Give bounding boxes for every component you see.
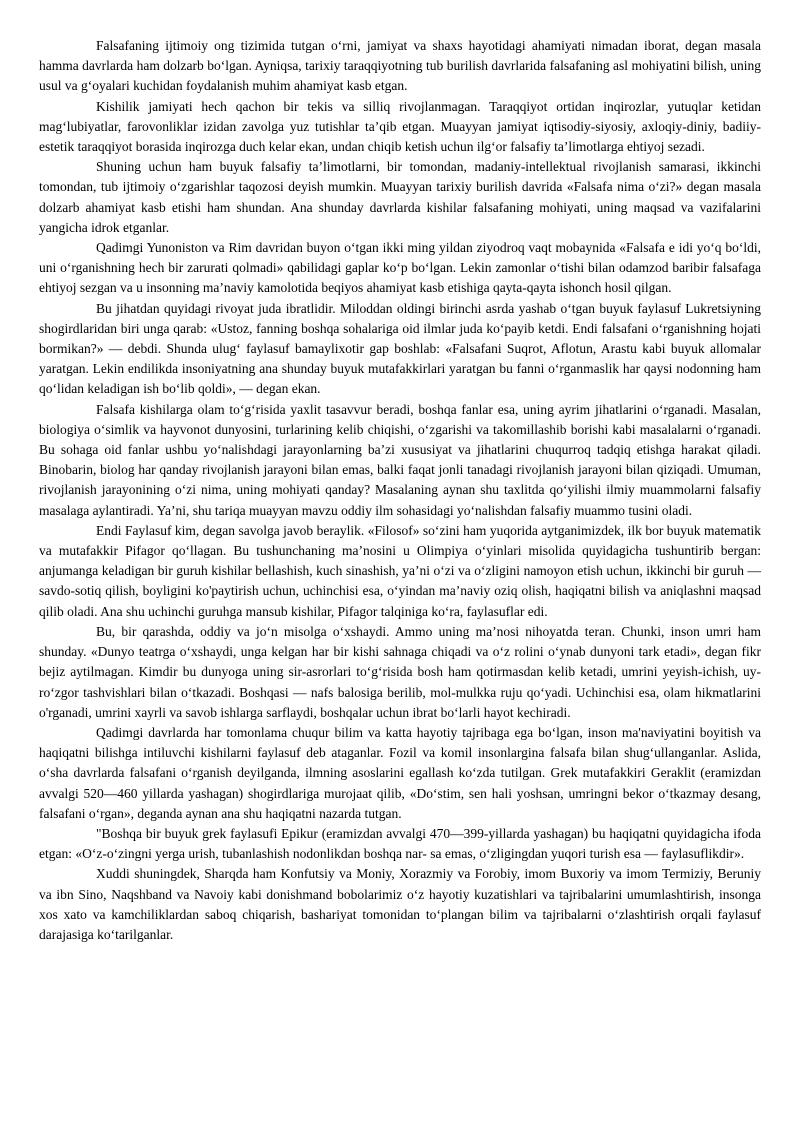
paragraph: Xuddi shuningdek, Sharqda ham Konfutsiy va Moniy, Xorazmiy va Forobiy, imom Buxoriy va imom Termiziy, Beruniy va ibn Sino, Naqshband va Navoiy kabi donishmand bobolarimiz o‘z hayotiy kuzatishlari va tajribalarini umumlashtirish, insonga xos xato va kamchiliklardan saboq chiqarish, bashariyat tomonidan to‘plangan bilim va tajribalarni o‘zlashtirish orqali faylasuf darajasiga ko‘tarilganlar.	[39, 866, 761, 942]
paragraph: Kishilik jamiyati hech qachon bir tekis va silliq rivojlanmagan. Taraqqiyot ortidan inqirozlar, yutuqlar ketidan mag‘lubiyatlar, farovonliklar izidan zavolga yuz tutishlar ta’qib etgan. Muayyan jamiyat iqtisodiy-siyosiy, axloqiy-diniy, badiiy-estetik taraqqiyot borasida inqirozga duch kelar ekan, undan chiqib ketish uchun ilg‘or falsafiy ta’limotlarga ehtiyoj sezadi.	[39, 98, 761, 155]
paragraph: Bu jihatdan quyidagi rivoyat juda ibratlidir. Miloddan oldingi birinchi asrda yashab o‘tgan buyuk faylasuf Lukretsiyning shogirdlaridan biri unga qarab: «Ustoz, fanning boshqa sohalariga oid ilmlar juda ko‘payib ketdi. Endi falsafani o‘rganishning hojati bormikan?» — debdi. Shunda ulug‘ faylasuf bamaylixotir gap boshlab: «Falsafani Suqrot, Aflotun, Arastu kabi buyuk allomalar yaratgan. Lekin endilikda insoniyatning ana shunday buyuk mutafakkirlari yaratgan bu fanni o‘rganmaslik har qaysi nodonning ham qo‘lidan keladigan ish bo‘lib qoldi», — degan ekan.	[39, 300, 761, 397]
paragraph: Qadimgi davrlarda har tomonlama chuqur bilim va katta hayotiy tajribaga ega bo‘lgan, inson ma'naviyatini boyitish va haqiqatni bilishga intiluvchi kishilarni faylasuf deb ataganlar. Fozil va komil insonlargina falsafa bilan shug‘ullanganlar. Aslida, o‘sha davrlarda falsafani o‘rganish deyilganda, ilmning asoslarini egallash ko‘zda tutilgan. Grek mutafakkiri Geraklit (eramizdan avvalgi 520—460 yillarda yashagan) shogirdlariga murojaat qilib, «Do‘stim, sen hali yoshsan, umringni bekor o‘tkazmay desang, falsafani o‘rgan», deganda aynan ana shu haqiqatni nazarda tutgan.	[39, 724, 761, 821]
paragraph: Qadimgi Yunoniston va Rim davridan buyon o‘tgan ikki ming yildan ziyodroq vaqt mobaynida «Falsafa e idi yo‘q bo‘ldi, uni o‘rganishning hech bir zarurati qolmadi» qabilidagi gaplar ko‘p bo‘lgan. Lekin zamonlar o‘tishi bilan odamzod baribir falsafaga ehtiyoj sezgan va u insonning ma’naviy kamolotida beqiyos ahamiyat kasb etishiga qayta-qayta ishonch hosil qilgan.	[39, 240, 761, 296]
paragraph: Falsafa kishilarga olam to‘g‘risida yaxlit tasavvur beradi, boshqa fanlar esa, uning ayrim jihatlarini o‘rganadi. Masalan, biologiya o‘simlik va hayvonot dunyosini, turlarining kelib chiqishi, o‘zgarishi va takomillashib borishi kabi masalalarni o‘rganadi. Bu sohaga oid fanlar ushbu yo‘nalishdagi jarayonlarning ba’zi xususiyat va jihatlarini chuqurroq tadqiq etishga harakat qiladi. Binobarin, biolog har qanday rivojlanish jarayoni bilan emas, balki faqat jonli tanadagi rivojlanish jarayoni bilan qiziqadi. Umuman, rivojlanish jarayonining o‘zi nima, uning mohiyati qanday? Masalaning aynan shu taxlitda qo‘yilishi ilmiy muammolarni falsafiy masalaga aylantiradi. Ya’ni, shu tariqa muayyan mavzu oddiy ilm sohasidagi yo‘nalishdan falsafiy muammo tusini oladi.	[39, 401, 761, 518]
paragraph: "Boshqa bir buyuk grek faylasufi Epikur (eramizdan avvalgi 470—399-yillarda yashagan) bu haqiqatni quyidagicha ifoda etgan: «O‘z-o‘zingni yerga urish, tubanlashish nodonlikdan boshqa nar- sa emas, o‘zligingdan yuqori turish esa — faylasuflikdir».	[39, 825, 761, 862]
paragraph: Shuning uchun ham buyuk falsafiy ta’limotlarni, bir tomondan, madaniy-intellektual rivojlanish samarasi, ikkinchi tomondan, tub ijtimoiy o‘zgarishlar taqozosi deyish mumkin. Muayyan tarixiy burilish davrida «Falsafa nima o‘zi?» degan masala dolzarb ahamiyat kasb etishi ham shundan. Ana shunday davrlarda kishilar falsafaning mohiyati, uning maqsad va vazifalarini yangicha idrok etganlar.	[39, 159, 761, 235]
paragraph: Bu, bir qarashda, oddiy va jo‘n misolga o‘xshaydi. Ammo uning ma’nosi nihoyatda teran. Chunki, inson umri ham shunday. «Dunyo teatrga o‘xshaydi, unga kelgan har bir kishi sahnaga chiqadi va o‘z rolini o‘ynab dunyoni tark etadi», degan fikr bejiz aytilmagan. Kimdir bu dunyoga uning sir-asrorlari to‘g‘risida bosh ham qotirmasdan kelib ketadi, umrini yeyish-ichish, uy-ro‘zgor tashvishlari bilan o‘tkazadi. Boshqasi — nafs balosiga berilib, mol-mulkka ruju qo‘yadi. Uchinchisi esa, olam hikmatlarini o'rganadi, umrini xayrli va savob ishlarga sarflaydi, boshqalar uchun ibrat bo‘larli hayot kechiradi.	[39, 623, 761, 720]
paragraph: Endi Faylasuf kim, degan savolga javob beraylik. «Filosof» so‘zini ham yuqorida aytganimizdek, ilk bor buyuk matematik va mutafakkir Pifagor qo‘llagan. Bu tushunchaning ma’nosini u Olimpiya o‘yinlari misolida quyidagicha tushuntirib bergan: anjumanga keladigan bir guruh kishilar bellashish, kuch sinashish, ya’ni o‘zi va o‘zligini namoyon etish uchun, ikkinchi bir guruh — savdo-sotiq qilish, boyligini ko'paytirish uchun, uchinchisi esa, o‘yindan ma’naviy oziq olish, haqiqatni bilish va aniqlashni maqsad qilib oladi. Ana shu uchinchi guruhga mansub kishilar, Pifagor talqiniga ko‘ra, faylasuflar edi.	[39, 522, 761, 619]
paragraph: Falsafaning ijtimoiy ong tizimida tutgan o‘rni, jamiyat va shaxs hayotidagi ahamiyati nimadan iborat, degan masala hamma davrlarda ham dolzarb bo‘lgan. Ayniqsa, tarixiy taraqqiyotning tub burilish davrlarida falsafaning asl mohiyatini bilish, uning usul va g‘oyalari kuchidan foydalanish muhim ahamiyat kasb etgan.	[39, 38, 761, 94]
